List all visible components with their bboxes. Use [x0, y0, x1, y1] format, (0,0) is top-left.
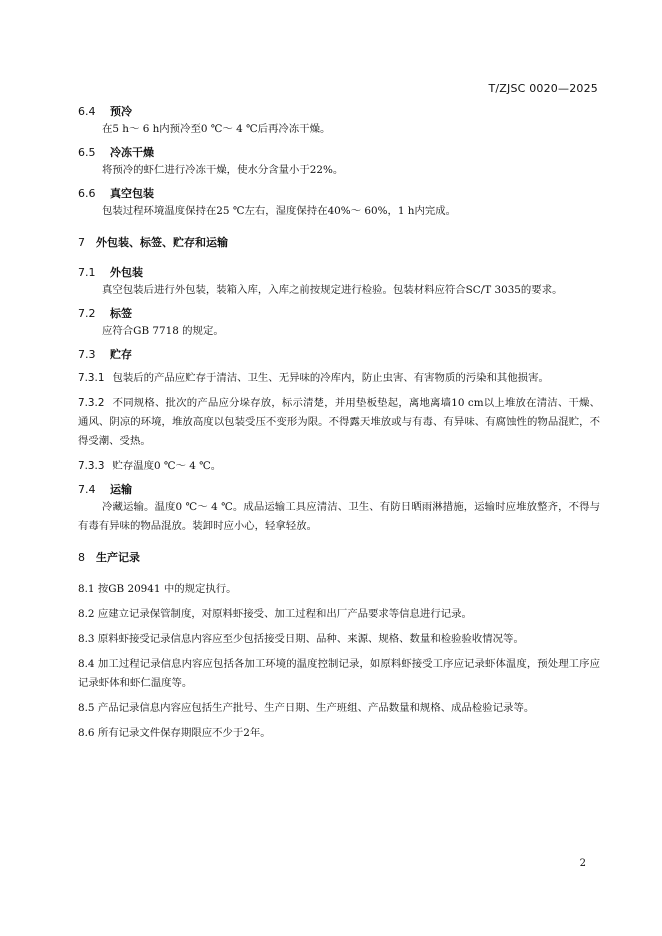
section-7-2-heading	[78, 306, 600, 322]
clause-number: 7.3.3	[78, 460, 105, 472]
section-6-6-heading	[78, 186, 600, 202]
section-title: 冷冻干燥	[110, 146, 154, 159]
clause-text: 不同规格、批次的产品应分垛存放，标示清楚，并用垫板垫起，离地离墙10 cm以上堆放在清洁、干燥、通风、阴凉的环境，堆放高度以包装受压不变形为限。不得露天堆放或与有毒、有异味、有腐蚀性的物品混贮，不得受潮、受热。	[78, 397, 600, 447]
section-7-heading	[78, 235, 600, 251]
clause-7-3-1	[78, 369, 600, 388]
section-7-1-heading	[78, 265, 600, 281]
clause-8-3: 8.3 原料虾接受记录信息内容应至少包括接受日期、品种、来源、规格、数量和检验验收情况等。	[78, 633, 524, 645]
clause-7-3-3	[78, 457, 600, 476]
section-title: 外包装	[110, 266, 143, 279]
section-number: 7	[78, 236, 85, 249]
clause-8-5: 8.5 产品记录信息内容应包括生产批号、生产日期、生产班组、产品数量和规格、成品检验记录等。	[78, 702, 535, 714]
section-title: 贮存	[110, 348, 132, 361]
document-code: T/ZJSC 0020—2025	[488, 82, 598, 95]
clause-8-1: 8.1 按GB 20941 中的规定执行。	[78, 583, 237, 595]
clause-8-2: 8.2 应建立记录保管制度，对原料虾接受、加工过程和出厂产品要求等信息进行记录。	[78, 608, 472, 620]
section-number: 7.1	[78, 266, 96, 279]
section-7-4-heading	[78, 482, 600, 498]
section-title: 预冷	[110, 105, 132, 118]
section-7-2-text: 应符合GB 7718 的规定。	[102, 325, 224, 337]
clause-text: 包装后的产品应贮存于清洁、卫生、无异味的冷库内，防止虫害、有害物质的污染和其他损害。	[112, 372, 549, 384]
clause-text: 贮存温度0 ℃～ 4 ℃。	[112, 460, 222, 472]
section-title: 外包装、标签、贮存和运输	[96, 236, 228, 249]
section-7-1-text: 真空包装后进行外包装，装箱入库，入库之前按规定进行检验。包装材料应符合SC/T 3035的要求。	[102, 284, 563, 296]
section-6-4-heading	[78, 104, 600, 120]
section-8-heading	[78, 550, 600, 566]
section-number: 6.6	[78, 187, 96, 200]
section-number: 7.3	[78, 348, 96, 361]
document-body	[78, 104, 600, 743]
section-number: 7.4	[78, 483, 96, 496]
clause-number: 7.3.2	[78, 397, 105, 409]
section-number: 6.4	[78, 105, 96, 118]
section-7-4-text: 冷藏运输。温度0 ℃～ 4 ℃。成品运输工具应清洁、卫生、有防日晒雨淋措施，运输时应堆放整齐，不得与有毒有异味的物品混放。装卸时应小心，轻拿轻放。	[78, 501, 600, 532]
section-title: 真空包装	[110, 187, 154, 200]
section-number: 7.2	[78, 307, 96, 320]
section-6-6-text: 包装过程环境温度保持在25 ℃左右，湿度保持在40%～ 60%，1 h内完成。	[102, 205, 457, 217]
section-6-5-text: 将预冷的虾仁进行冷冻干燥，使水分含量小于22%。	[102, 164, 344, 176]
section-6-5-heading	[78, 145, 600, 161]
section-6-4-text: 在5 h～ 6 h内预冷至0 ℃～ 4 ℃后再冷冻干燥。	[102, 123, 331, 135]
section-7-3-heading	[78, 347, 600, 363]
clause-8-6: 8.6 所有记录文件保存期限应不少于2年。	[78, 727, 271, 739]
section-number: 8	[78, 551, 85, 564]
section-title: 运输	[110, 483, 132, 496]
section-title: 生产记录	[96, 551, 140, 564]
section-title: 标签	[110, 307, 132, 320]
page-number: 2	[579, 858, 586, 869]
section-number: 6.5	[78, 146, 96, 159]
clause-8-4: 8.4 加工过程记录信息内容应包括各加工环境的温度控制记录，如原料虾接受工序应记录虾体温度，预处理工序应记录虾体和虾仁温度等。	[78, 658, 600, 689]
clause-number: 7.3.1	[78, 372, 105, 384]
clause-7-3-2	[78, 394, 600, 451]
